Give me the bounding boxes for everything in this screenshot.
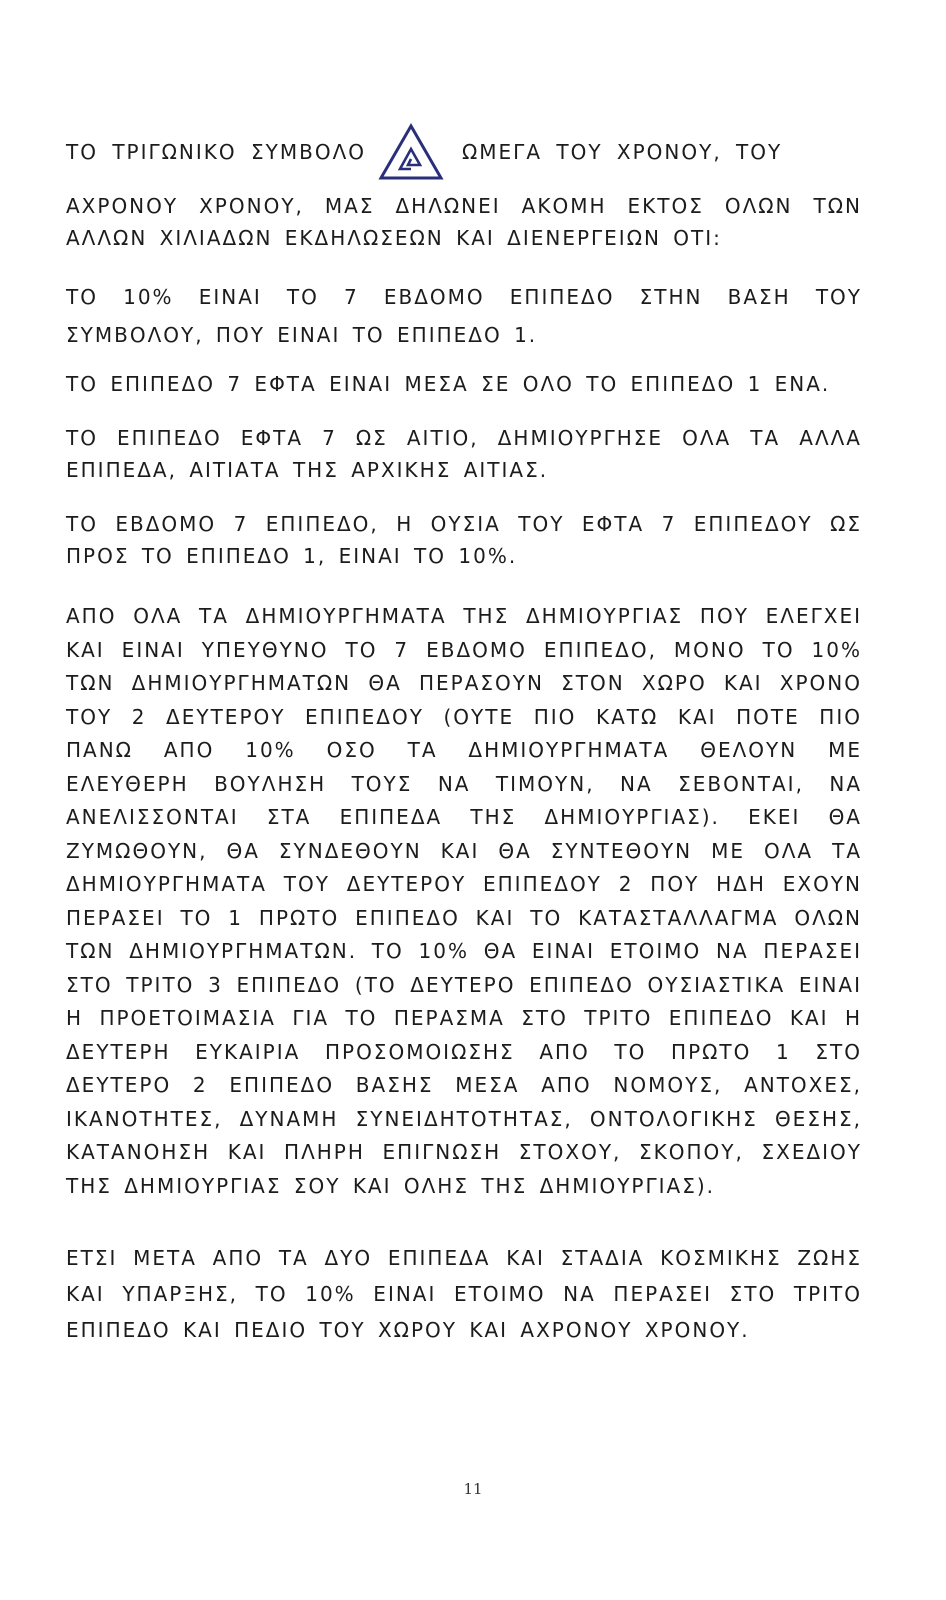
title-text-before: ΤΟ ΤΡΙΓΩΝΙΚΟ ΣΥΜΒΟΛΟ [66, 140, 366, 164]
paragraph: ΑΧΡΟΝΟΥ ΧΡΟΝΟΥ, ΜΑΣ ΔΗΛΩΝΕΙ ΑΚΟΜΗ ΕΚΤΟΣ ΟΛΩΝ ΤΩΝ ΑΛΛΩΝ ΧΙΛΙΑΔΩΝ ΕΚΔΗΛΩΣΕΩΝ ΚΑΙ ΔΙΕΝΕΡΓΕΙΩΝ ΟΤΙ: [66, 194, 862, 250]
paragraph: ΤΟ ΕΠΙΠΕΔΟ ΕΦΤΑ 7 ΩΣ ΑΙΤΙΟ, ΔΗΜΙΟΥΡΓΗΣΕ ΟΛΑ ΤΑ ΑΛΛΑ ΕΠΙΠΕΔΑ, ΑΙΤΙΑΤΑ ΤΗΣ ΑΡΧΙΚΗΣ ΑΙΤΙΑΣ. [66, 426, 862, 482]
paragraph: ΤΟ ΕΒΔΟΜΟ 7 ΕΠΙΠΕΔΟ, Η ΟΥΣΙΑ ΤΟΥ ΕΦΤΑ 7 ΕΠΙΠΕΔΟΥ ΩΣ ΠΡΟΣ ΤΟ ΕΠΙΠΕΔΟ 1, ΕΙΝΑΙ ΤΟ 10%. [66, 512, 862, 568]
triangle-spiral-icon [378, 123, 444, 181]
paragraph: ΤΟ 10% ΕΙΝΑΙ ΤΟ 7 ΕΒΔΟΜΟ ΕΠΙΠΕΔΟ ΣΤΗΝ ΒΑΣΗ ΤΟΥ ΣΥΜΒΟΛΟΥ, ΠΟΥ ΕΙΝΑΙ ΤΟ ΕΠΙΠΕΔΟ 1. [66, 285, 862, 347]
paragraph-level-seven [66, 368, 862, 400]
paragraph-intro [66, 190, 862, 254]
paragraph: ΕΤΣΙ ΜΕΤΑ ΑΠΟ ΤΑ ΔΥΟ ΕΠΙΠΕΔΑ ΚΑΙ ΣΤΑΔΙΑ ΚΟΣΜΙΚΗΣ ΖΩΗΣ ΚΑΙ ΥΠΑΡΞΗΣ, ΤΟ 10% ΕΙΝΑΙ ΕΤΟΙΜΟ ΝΑ ΠΕΡΑΣΕΙ ΣΤΟ ΤΡΙΤΟ ΕΠΙΠΕΔΟ ΚΑΙ ΠΕΔΙΟ ΤΟΥ ΧΩΡΟΥ ΚΑΙ ΑΧΡΟΝΟΥ ΧΡΟΝΟΥ. [66, 1246, 862, 1342]
paragraph-conclusion [66, 1240, 862, 1348]
paragraph-cause [66, 422, 862, 486]
paragraph-creations [66, 600, 862, 1203]
paragraph-ten-percent [66, 278, 862, 354]
paragraph: ΤΟ ΕΠΙΠΕΔΟ 7 ΕΦΤΑ ΕΙΝΑΙ ΜΕΣΑ ΣΕ ΟΛΟ ΤΟ ΕΠΙΠΕΔΟ 1 ΕΝΑ. [66, 372, 831, 396]
title-line [66, 122, 862, 182]
title-text-after: ΩΜΕΓΑ ΤΟΥ ΧΡΟΝΟΥ, ΤΟΥ [462, 140, 783, 164]
paragraph-essence [66, 508, 862, 572]
page-number: 11 [463, 1480, 483, 1498]
paragraph: ΑΠΟ ΟΛΑ ΤΑ ΔΗΜΙΟΥΡΓΗΜΑΤΑ ΤΗΣ ΔΗΜΙΟΥΡΓΙΑΣ ΠΟΥ ΕΛΕΓΧΕΙ ΚΑΙ ΕΙΝΑΙ ΥΠΕΥΘΥΝΟ ΤΟ 7 ΕΒΔΟΜΟ ΕΠΙΠΕΔΟ, ΜΟΝΟ ΤΟ 10% ΤΩΝ ΔΗΜΙΟΥΡΓΗΜΑΤΩΝ ΘΑ ΠΕΡΑΣΟΥΝ ΣΤΟΝ ΧΩΡΟ ΚΑΙ ΧΡΟΝΟ ΤΟΥ 2 ΔΕΥΤΕΡΟΥ ΕΠΙΠΕΔΟΥ (ΟΥΤΕ ΠΙΟ ΚΑΤΩ ΚΑΙ ΠΟΤΕ ΠΙΟ ΠΑΝΩ ΑΠΟ 10% ΟΣΟ ΤΑ ΔΗΜΙΟΥΡΓΗΜΑΤΑ ΘΕΛΟΥΝ ΜΕ ΕΛΕΥΘΕΡΗ ΒΟΥΛΗΣΗ ΤΟΥΣ ΝΑ ΤΙΜΟΥΝ, ΝΑ ΣΕΒΟΝΤΑΙ, ΝΑ ΑΝΕΛΙΣΣΟΝΤΑΙ ΣΤΑ ΕΠΙΠΕΔΑ ΤΗΣ ΔΗΜΙΟΥΡΓΙΑΣ). ΕΚΕΙ ΘΑ ΖΥΜΩΘΟΥΝ, ΘΑ ΣΥΝΔΕΘΟΥΝ ΚΑΙ ΘΑ ΣΥΝΤΕΘΟΥΝ ΜΕ ΟΛΑ ΤΑ ΔΗΜΙΟΥΡΓΗΜΑΤΑ ΤΟΥ ΔΕΥΤΕΡΟΥ ΕΠΙΠΕΔΟΥ 2 ΠΟΥ ΗΔΗ ΕΧΟΥΝ ΠΕΡΑΣΕΙ ΤΟ 1 ΠΡΩΤΟ ΕΠΙΠΕΔΟ ΚΑΙ ΤΟ ΚΑΤΑΣΤΑΛΛΑΓΜΑ ΟΛΩΝ ΤΩΝ ΔΗΜΙΟΥΡΓΗΜΑΤΩΝ. ΤΟ 10% ΘΑ ΕΙΝΑΙ ΕΤΟΙΜΟ ΝΑ ΠΕΡΑΣΕΙ ΣΤΟ ΤΡΙΤΟ 3 ΕΠΙΠΕΔΟ (ΤΟ ΔΕΥΤΕΡΟ ΕΠΙΠΕΔΟ ΟΥΣΙΑΣΤΙΚΑ ΕΙΝΑΙ Η ΠΡΟΕΤΟΙΜΑΣΙΑ ΓΙΑ ΤΟ ΠΕΡΑΣΜΑ ΣΤΟ ΤΡΙΤΟ ΕΠΙΠΕΔΟ ΚΑΙ Η ΔΕΥΤΕΡΗ ΕΥΚΑΙΡΙΑ ΠΡΟΣΟΜΟΙΩΣΗΣ ΑΠΟ ΤΟ ΠΡΩΤΟ 1 ΣΤΟ ΔΕΥΤΕΡΟ 2 ΕΠΙΠΕΔΟ ΒΑΣΗΣ ΜΕΣΑ ΑΠΟ ΝΟΜΟΥΣ, ΑΝΤΟΧΕΣ, ΙΚΑΝΟΤΗΤΕΣ, ΔΥΝΑΜΗ ΣΥΝΕΙΔΗΤΟΤΗΤΑΣ, ΟΝΤΟΛΟΓΙΚΗΣ ΘΕΣΗΣ, ΚΑΤΑΝΟΗΣΗ ΚΑΙ ΠΛΗΡΗ ΕΠΙΓΝΩΣΗ ΣΤΟΧΟΥ, ΣΚΟΠΟΥ, ΣΧΕΔΙΟΥ ΤΗΣ ΔΗΜΙΟΥΡΓΙΑΣ ΣΟΥ ΚΑΙ ΟΛΗΣ ΤΗΣ ΔΗΜΙΟΥΡΓΙΑΣ). [66, 604, 862, 1198]
